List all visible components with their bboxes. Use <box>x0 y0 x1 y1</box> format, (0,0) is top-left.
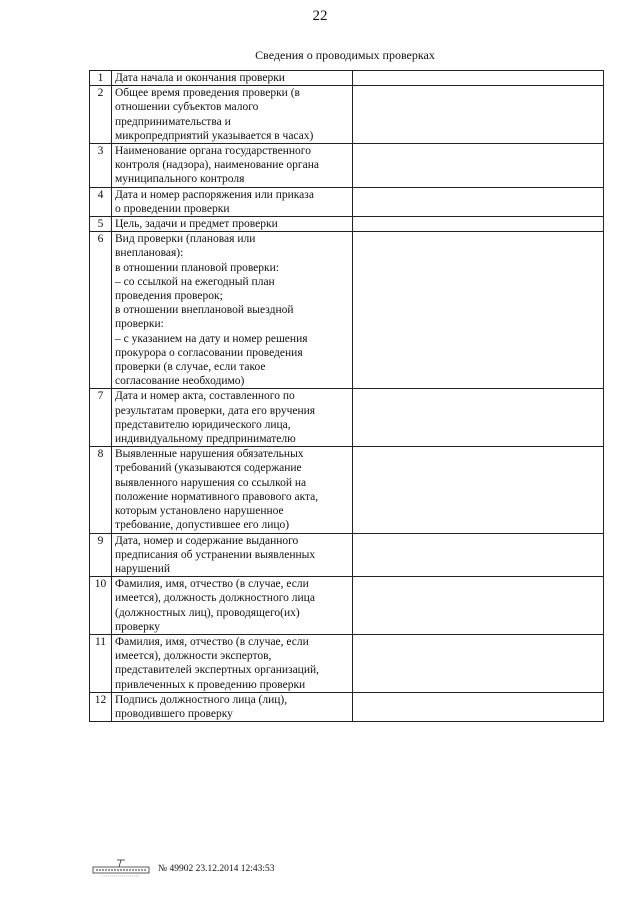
row-label-cell: Дата и номер акта, составленного по результатам проверки, дата его вручения представителю юридического лица, индивидуальному предпринимателю <box>112 389 353 447</box>
row-label-cell: Выявленные нарушения обязательных требований (указываются содержание выявленного нарушения со ссылкой на положение нормативного правового акта, которым установлено нарушенное требование, допустившее его лицо) <box>112 447 353 533</box>
table-row <box>90 447 604 533</box>
row-label-cell: Фамилия, имя, отчество (в случае, если имеется), должность должностного лица (должностных лиц), проводящего(их) проверку <box>112 577 353 635</box>
row-label-cell: Дата и номер распоряжения или приказа о проведении проверки <box>112 187 353 216</box>
table-row <box>90 144 604 188</box>
document-title: Сведения о проводимых проверках <box>255 48 435 62</box>
row-label-cell: Общее время проведения проверки (в отношении субъектов малого предпринимательства и микропредприятий указывается в часах) <box>112 86 353 144</box>
row-number-cell: 12 <box>90 692 112 721</box>
row-label-cell: Наименование органа государственного контроля (надзора), наименование органа муниципального контроля <box>112 144 353 188</box>
row-number-cell: 8 <box>90 447 112 533</box>
registration-number: № 49902 23.12.2014 12:43:53 <box>158 864 275 874</box>
page-number: 22 <box>312 8 328 24</box>
inspection-info-table <box>89 70 604 722</box>
table-row <box>90 692 604 721</box>
row-number-cell: 3 <box>90 144 112 188</box>
row-number-cell: 11 <box>90 634 112 692</box>
row-label-cell: Вид проверки (плановая или внеплановая): в отношении плановой проверки: – со ссылкой на ежегодный план проведения проверок; в отношении внеплановой выездной проверки: – с указанием на дату и номер решения прокурора о согласовании проведения проверки (в случае, если такое согласование необходимо) <box>112 232 353 389</box>
row-label-cell: Дата, номер и содержание выданного предписания об устранении выявленных нарушений <box>112 533 353 577</box>
row-value-cell <box>353 447 604 533</box>
row-value-cell <box>353 86 604 144</box>
row-number-cell: 5 <box>90 217 112 232</box>
row-label-cell: Дата начала и окончания проверки <box>112 71 353 86</box>
row-value-cell <box>353 634 604 692</box>
row-number-cell: 7 <box>90 389 112 447</box>
row-number-cell: 1 <box>90 71 112 86</box>
table-row <box>90 217 604 232</box>
row-number-cell: 4 <box>90 187 112 216</box>
table-row <box>90 86 604 144</box>
row-value-cell <box>353 533 604 577</box>
table-row <box>90 71 604 86</box>
row-value-cell <box>353 692 604 721</box>
table-row <box>90 389 604 447</box>
table-row <box>90 634 604 692</box>
table-body <box>90 71 604 722</box>
row-value-cell <box>353 232 604 389</box>
row-value-cell <box>353 71 604 86</box>
table-row <box>90 533 604 577</box>
row-number-cell: 6 <box>90 232 112 389</box>
row-label-cell: Цель, задачи и предмет проверки <box>112 217 353 232</box>
row-number-cell: 10 <box>90 577 112 635</box>
row-label-cell: Фамилия, имя, отчество (в случае, если имеется), должности экспертов, представителей экспертных организаций, привлеченных к проведению проверки <box>112 634 353 692</box>
row-value-cell <box>353 577 604 635</box>
row-number-cell: 2 <box>90 86 112 144</box>
table-row <box>90 232 604 389</box>
row-number-cell: 9 <box>90 533 112 577</box>
row-value-cell <box>353 144 604 188</box>
row-label-cell: Подпись должностного лица (лиц), проводившего проверку <box>112 692 353 721</box>
table-row <box>90 187 604 216</box>
table-row <box>90 577 604 635</box>
row-value-cell <box>353 187 604 216</box>
registration-stamp-icon <box>92 858 150 880</box>
row-value-cell <box>353 389 604 447</box>
row-value-cell <box>353 217 604 232</box>
